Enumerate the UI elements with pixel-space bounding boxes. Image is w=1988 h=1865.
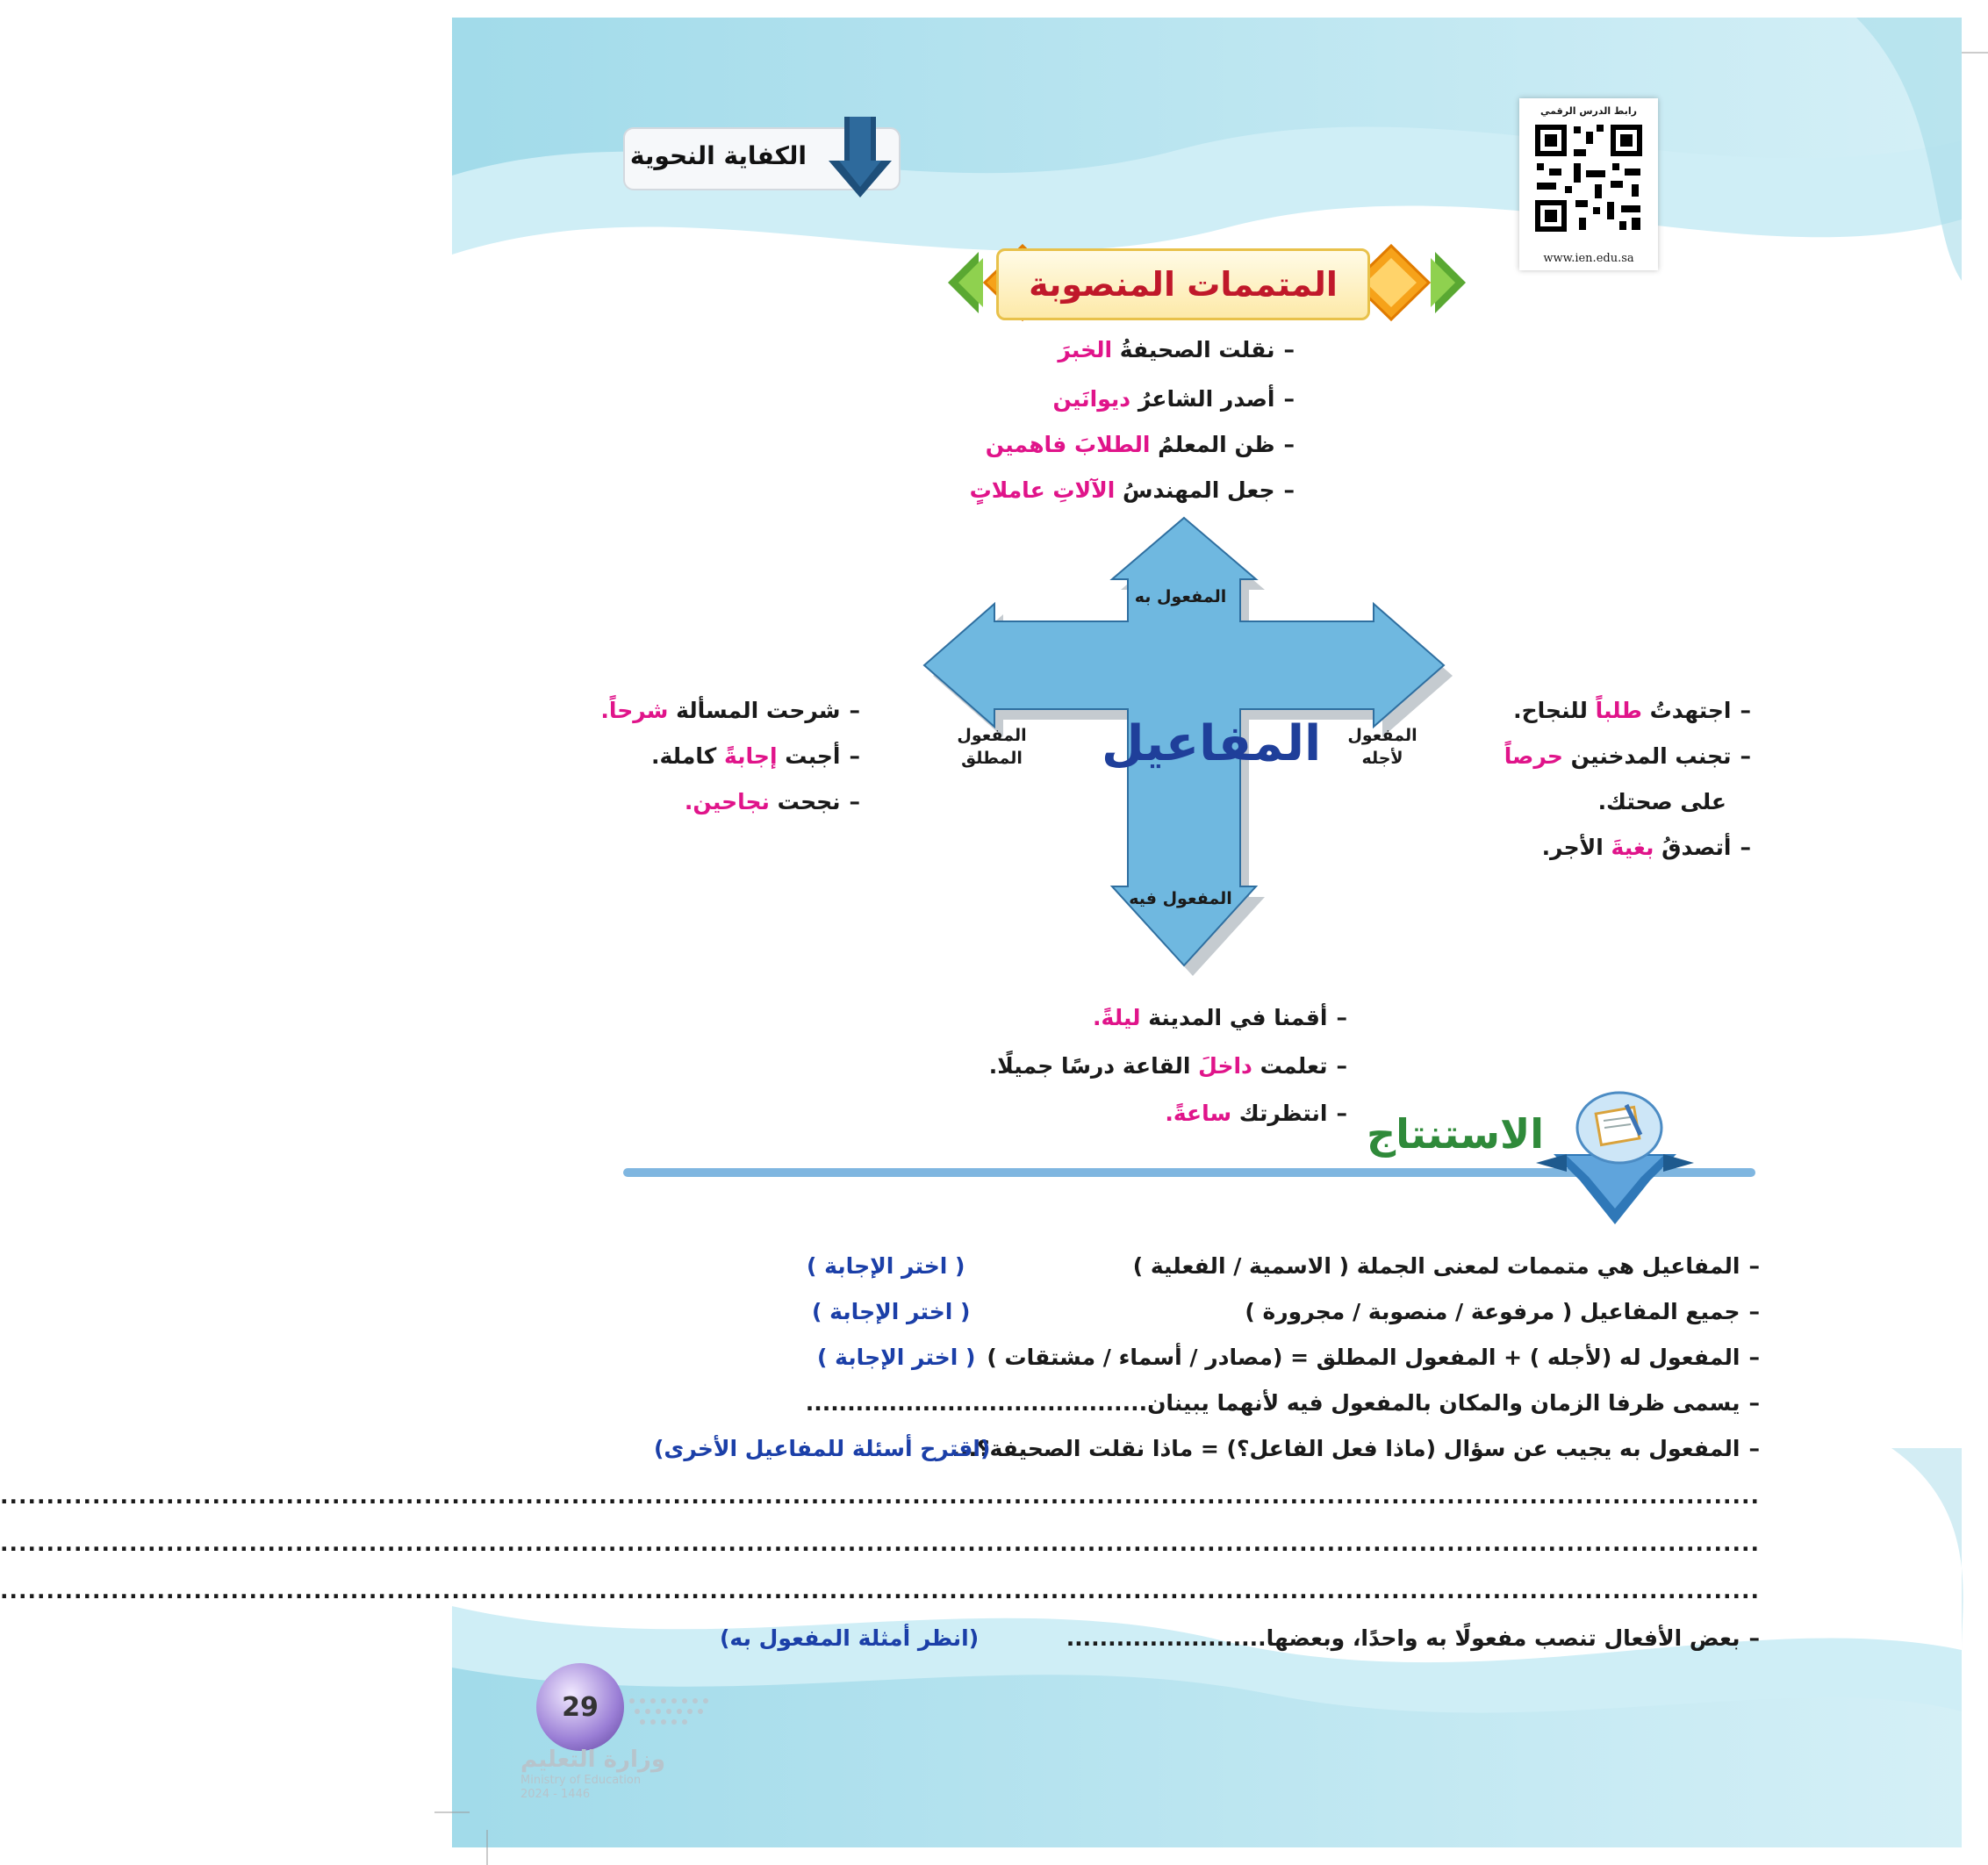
- arrow-label-right: [1347, 725, 1417, 770]
- ministry-name-ar: وزارة التعليم: [520, 1747, 665, 1773]
- conclusion-item: –بعض الأفعال تنصب مفعولًا به واحدًا، وبعضها........................: [1066, 1625, 1760, 1651]
- answer-blank-line[interactable]: ...............................................................................................................................................................................................: [0, 1483, 1760, 1509]
- arrow-label-up: المفعول به: [1134, 587, 1227, 606]
- conclusion-note: ( اختر الإجابة ): [817, 1345, 976, 1370]
- bottom-example: –انتظرتك ساعةً.: [1165, 1101, 1347, 1126]
- bottom-example: –تعلمت داخلَ القاعة درسًا جميلًا.: [988, 1053, 1347, 1079]
- dot-pattern-decoration: [623, 1694, 720, 1729]
- notebook-icon: [1575, 1084, 1663, 1163]
- ministry-year: 2024 - 1446: [520, 1787, 591, 1801]
- diagram-center-title: المفاعيل: [1102, 715, 1322, 772]
- arrow-label-left-line1: المفعول: [957, 726, 1027, 745]
- right-example-continued: على صحتك.: [1597, 789, 1726, 814]
- conclusion-item: –المفعول به يجيب عن سؤال (ماذا فعل الفاعل؟) = ماذا نقلت الصحيفة؟...: [951, 1436, 1760, 1461]
- qr-url: www.ien.edu.sa: [1543, 252, 1634, 265]
- down-arrow-icon: [825, 117, 895, 201]
- conclusion-item: –جميع المفاعيل ( مرفوعة / منصوبة / مجرورة ): [1245, 1299, 1760, 1324]
- conclusion-item: –يسمى ظرفا الزمان والمكان بالمفعول فيه لأنهما يبينان.........................................: [805, 1390, 1760, 1416]
- section-badge-label: الكفاية النحوية: [629, 141, 807, 170]
- qr-code-icon: [1533, 123, 1644, 233]
- ministry-logo: [520, 1747, 665, 1801]
- conclusion-note: (اقترح أسئلة للمفاعيل الأخرى): [654, 1436, 991, 1461]
- left-example: –شرحت المسألة شرحاً.: [600, 698, 860, 723]
- arrow-label-right-line2: لأجله: [1361, 748, 1403, 768]
- top-example: –أصدر الشاعرُ ديوانَين: [1052, 386, 1295, 412]
- top-example: –نقلت الصحيفةُ الخبرَ: [1058, 337, 1295, 362]
- arrow-label-right-line1: المفعول: [1347, 726, 1417, 745]
- conclusion-note: (انظر أمثلة المفعول به): [720, 1625, 980, 1651]
- page-number-badge: [536, 1663, 624, 1751]
- page-number: 29: [562, 1691, 599, 1723]
- answer-blank-line[interactable]: ...............................................................................................................................................................................................: [0, 1531, 1760, 1556]
- section-badge: [623, 127, 901, 190]
- arrow-label-left-line2: المطلق: [961, 748, 1023, 768]
- left-example: –نجحت نجاحين.: [684, 789, 860, 814]
- conclusion-note: ( اختر الإجابة ): [807, 1253, 965, 1279]
- qr-code-card[interactable]: [1519, 98, 1658, 270]
- right-example: –أتصدقُ بغيةَ الأجر.: [1541, 835, 1751, 860]
- top-example: –جعل المهندسُ الآلاتِ عاملاتٍ: [969, 477, 1295, 503]
- left-example: –أجبت إجابةً كاملة.: [651, 743, 860, 769]
- conclusion-note: ( اختر الإجابة ): [812, 1299, 971, 1324]
- conclusion-item: –المفاعيل هي متممات لمعنى الجملة ( الاسمية / الفعلية ): [1132, 1253, 1760, 1279]
- right-example: –اجتهدتُ طلباً للنجاح.: [1513, 698, 1751, 723]
- right-example: –تجنب المدخنين حرصاً: [1504, 743, 1751, 769]
- bottom-example: –أقمنا في المدينة ليلةً.: [1093, 1005, 1347, 1030]
- conclusion-heading: الاستنتاج: [1367, 1110, 1545, 1158]
- arrow-label-down: المفعول فيه: [1129, 889, 1232, 908]
- answer-blank-line[interactable]: ...............................................................................................................................................................................................: [0, 1578, 1760, 1603]
- page-title: المتممات المنصوبة: [996, 248, 1370, 320]
- qr-label: رابط الدرس الرقمي: [1540, 105, 1637, 117]
- conclusion-item: –المفعول له (لأجله ) + المفعول المطلق = (مصادر / أسماء / مشتقات ): [987, 1345, 1760, 1370]
- top-example: –ظن المعلمُ الطلابَ فاهمين: [985, 432, 1295, 457]
- arrow-label-left: [957, 725, 1027, 770]
- ministry-name-en: Ministry of Education: [520, 1774, 642, 1788]
